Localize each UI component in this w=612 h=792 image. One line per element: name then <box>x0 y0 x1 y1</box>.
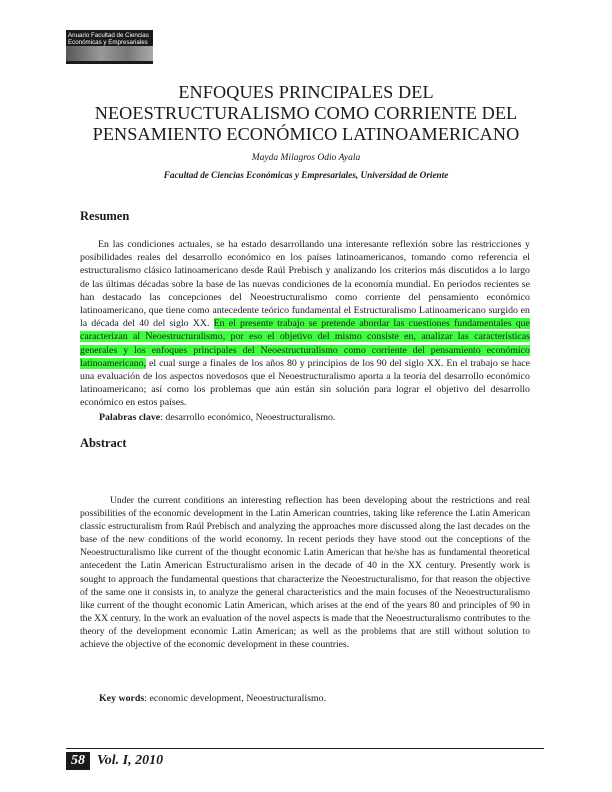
author-name: Mayda Milagros Odio Ayala <box>251 153 361 163</box>
journal-logo <box>66 30 153 64</box>
page-number: 58 <box>66 752 90 770</box>
palabras-clave-label: Palabras clave <box>99 412 161 423</box>
paper-title <box>60 82 552 145</box>
logo-banner-image <box>66 46 153 61</box>
resumen-heading: Resumen <box>80 209 130 223</box>
key-words-text: : economic development, Neoestructuralismo. <box>144 693 327 704</box>
resumen-text-before: En las condiciones actuales, se ha estado desarrollando una interesante reflexión sobre las restricciones y posibilidades reales del desarrollo económico en los países latinoamericanos, tomando como referencia el estructuralismo clásico latinoamericano desde Raúl Prebisch y analizando los criterios más discutidos a lo largo de las últimas décadas sobre la base de las nuevas condiciones de la economía mundial. En períodos recientes se han destacado las concepciones del Neoestructuralismo como corriente del pensamiento económico latinoamericano, que tiene como antecedente teórico fundamental el Estructuralismo Latinoamericano surgido en la década del 40 del siglo XX. <box>80 239 530 330</box>
footer-divider <box>66 748 544 749</box>
key-words-label: Key words <box>99 693 145 704</box>
author-affiliation: Facultad de Ciencias Económicas y Empresariales, Universidad de Oriente <box>163 170 449 180</box>
key-words <box>99 693 326 704</box>
abstract-paragraph: Under the current conditions an interesting reflection has been developing about the restrictions and real possibilities of the economic development in the Latin American countries, taking like reference the Latin American classic estructuralism from Raúl Prebisch and analyzing the approaches more discussed along the last decades on the base of the new conditions of the world economy. In recent periods they have stood out the conceptions of the Neoestructuralismo like current of the thought economic Latin American that he/she has as fundamental theoretical antecedent the Latin American Estructuralismo arisen in the decade of 40 in the XX century. Presently work is sought to approach the fundamental questions that characterize the Neoestructuralismo, for that reason the objective of the same one it consists in, to analyze the general characteristics and the main focuses of the Neoestructuralismo like current of the thought economic Latin American, which arises at the end of the years 80 and principles of 90 in the XX century. In the work an evaluation of the novel aspects is made that the Neoestructuralismo contributes to the theory of the development economic Latin American; as well as the problems that are still without solution to achieve the objective of the economic development in these countries. <box>80 495 530 651</box>
palabras-clave <box>99 412 335 423</box>
title-line-1: ENFOQUES PRINCIPALES DEL <box>178 82 434 102</box>
title-line-3: PENSAMIENTO ECONÓMICO LATINOAMERICANO <box>92 124 520 144</box>
resumen-paragraph <box>80 238 530 410</box>
title-line-2: NEOESTRUCTURALISMO COMO CORRIENTE DEL <box>94 103 518 123</box>
resumen-highlighted-text[interactable]: En el presente trabajo se pretende abordar las cuestiones fundamentales que caracterizan al Neoestructuralismo, por eso el objetivo del mismo consiste en, analizar las características generales y los enfoques principales del Neoestructuralismo como corriente del pensamiento económico latinoamericano, <box>80 318 530 369</box>
volume-label: Vol. I, 2010 <box>97 753 164 768</box>
abstract-heading: Abstract <box>80 436 127 450</box>
logo-line-1: Anuario Facultad de Ciencias <box>68 32 149 39</box>
resumen-text-after: el cual surge a finales de los años 80 y principios de los 90 del siglo XX. En el trabajo se hace una evaluación de los aspectos novedosos que el Neoestructuralismo aporta a la teoría del desarrollo económico latinoamericano; así como los problemas que aún están sin solución para lograr el objetivo del desarrollo económico en estos países. <box>80 357 530 409</box>
logo-line-2: Económicas y Empresariales <box>68 39 148 46</box>
palabras-clave-text: : desarrollo económico, Neoestructuralismo. <box>160 412 336 423</box>
